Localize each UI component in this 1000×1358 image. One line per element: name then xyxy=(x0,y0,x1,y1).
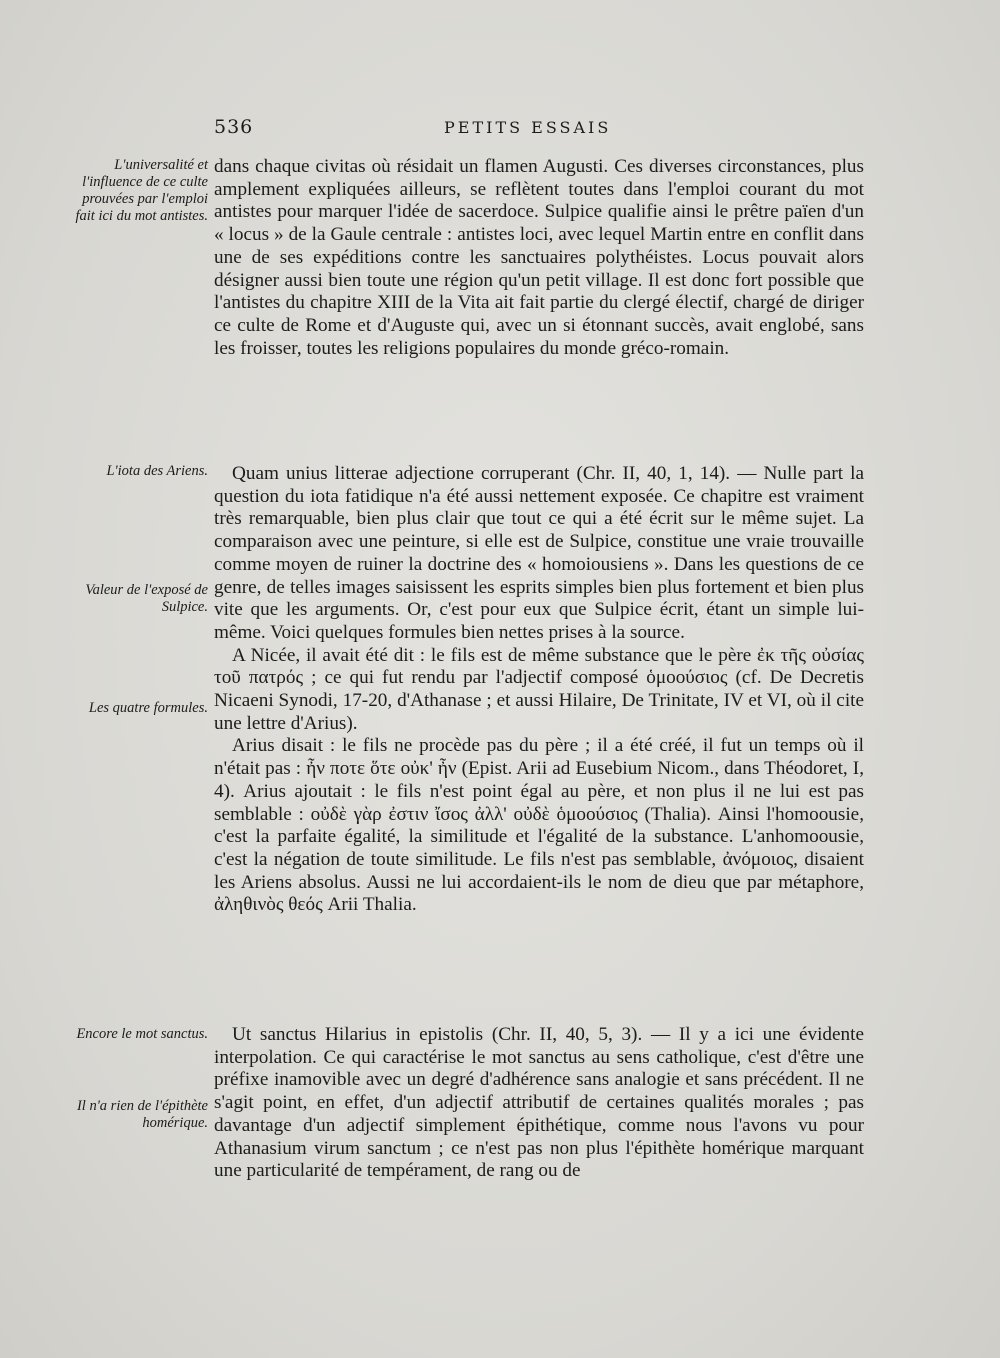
margin-note: L'universalité et l'influence de ce culte prouvées par l'emploi fait ici du mot antistes. xyxy=(75,157,208,224)
margin-note: Il n'a rien de l'épithète homérique. xyxy=(76,1098,208,1131)
page-number: 536 xyxy=(214,116,254,138)
margin-note: Les quatre formules. xyxy=(88,700,208,716)
paragraph-flamen: dans chaque civitas où résidait un flamen Augusti. Ces diverses circonstances, plus amplement expliquées ailleurs, se reflètent toutes dans l'emploi courant du mot antistes pour marquer l'idée de sacerdoce. Sulpice qualifie ainsi le prêtre païen d'un « locus » de la Gaule centrale : antistes loci, avec lequel Martin entre en conflit dans une de ses expéditions contre les sanctuaires polythéistes. Locus pouvait alors désigner aussi bien toute une région qu'un petit village. Il est donc fort possible que l'antistes du chapitre XIII de la Vita ait fait partie du clergé électif, chargé de diriger ce culte de Rome et d'Auguste qui, avec un si étonnant succès, avait englobé, sans les froisser, toutes les religions populaires du monde gréco-romain. xyxy=(214,156,864,359)
body-text-top xyxy=(214,156,864,360)
margin-note: L'iota des Ariens. xyxy=(106,463,208,479)
page-header xyxy=(214,116,864,144)
body-text-iota xyxy=(214,463,864,917)
running-title: PETITS ESSAIS xyxy=(444,118,612,137)
paragraph-iota: Quam unius litterae adjectione corruperant (Chr. II, 40, 1, 14). — Nulle part la question du iota fatidique n'a été aussi nettement exposée. Ce chapitre est vraiment très remarquable, bien plus clair que tout ce qui a été écrit sur le même sujet. La comparaison avec une peinture, si elle est de Sulpice, constitue une vraie trouvaille comme moyen de ruiner la doctrine des « homoiousiens ». Dans les questions de ce genre, de telles images saisissent les esprits simples bien plus fortement et bien plus vite que les arguments. Or, c'est pour eux que Sulpice écrit, étant un simple lui-même. Voici quelques formules bien nettes prises à la source. xyxy=(214,463,864,643)
paragraph-nicee: A Nicée, il avait été dit : le fils est de même substance que le père ἐκ τῆς οὐσίας τοῦ πατρός ; ce qui fut rendu par l'adjectif composé ὁμοούσιος (cf. De Decretis Nicaeni Synodi, 17-20, d'Athanase ; et aussi Hilaire, De Trinitate, IV et VI, où il cite une lettre d'Arius). xyxy=(214,644,864,734)
body-text-sanctus xyxy=(214,1024,864,1183)
paragraph-arius: Arius disait : le fils ne procède pas du père ; il a été créé, il fut un temps où il n'était pas : ἦν ποτε ὅτε οὐκ' ἦν (Epist. Arii ad Eusebium Nicom., dans Théodoret, I, 4). Arius ajoutait : le fils n'est point égal au père, et non plus il ne lui est pas semblable : οὐδὲ γὰρ ἐστιν ἴσος ἀλλ' οὐδὲ ὁμοούσιος (Thalia). Ainsi l'homoousie, c'est la parfaite égalité, la similitude et l'égalité de la substance. L'anhomoousie, c'est la négation de toute similitude. Le fils n'est pas semblable, ἀνόμοιος, disaient les Ariens absolus. Aussi ne lui accordaient-ils le nom de dieu que par métaphore, ἀληθινὸς θεός Arii Thalia. xyxy=(214,735,864,916)
margin-note: Encore le mot sanctus. xyxy=(76,1026,208,1042)
margin-note: Valeur de l'exposé de Sulpice. xyxy=(85,582,208,615)
paragraph-sanctus: Ut sanctus Hilarius in epistolis (Chr. II, 40, 5, 3). — Il y a ici une évidente interpolation. Ce qui caractérise le mot sanctus au sens catholique, c'est d'être une préfixe inamovible avec un degré d'adhérence sans analogie et sans précédent. Il ne s'agit point, en effet, d'un adjectif attributif de certaines qualités morales ; pas davantage d'un adjectif simplement épithétique, comme nous l'avons vu pour Athanasium virum sanctum ; ce n'est pas non plus l'épithète homérique marquant une particularité de tempérament, de rang ou de xyxy=(214,1024,864,1182)
